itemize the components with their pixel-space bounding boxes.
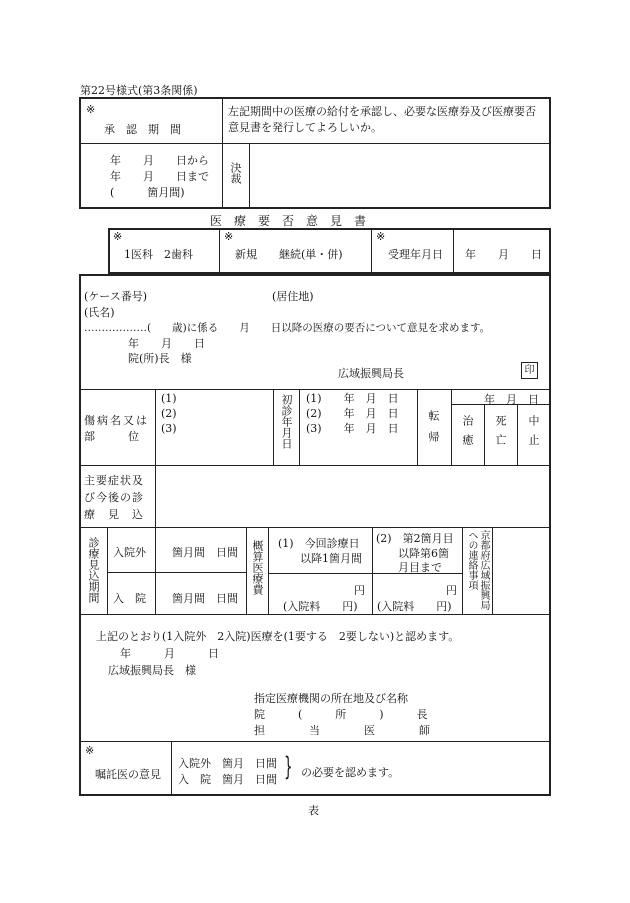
seal-mark: 印 [521, 362, 538, 379]
onset-dates-list [306, 391, 399, 436]
cost2-line1: (2) 第2箇月目 [376, 532, 454, 545]
inpatient-period: 箇月間 日間 [172, 592, 238, 605]
type-col3-divider [453, 229, 454, 273]
inpatient-label: 入 院 [113, 592, 146, 605]
decision-label: 決裁 [229, 162, 242, 184]
approval-divider [80, 143, 550, 144]
medical-type-text: 1医科 2歯科 [124, 248, 193, 261]
period-type-divider [155, 528, 156, 614]
request-date: 年 月 日 [128, 337, 205, 350]
cost1-line1: (1) 今回診療日 [278, 537, 360, 550]
diagnosis-top-line [80, 389, 550, 390]
type-col2-divider [371, 229, 372, 273]
outpatient-label: 入院外 [113, 546, 146, 559]
approval-months: ( 箇月間) [110, 186, 185, 199]
type-col1-divider [219, 229, 220, 273]
page-side-label: 表 [308, 804, 319, 817]
symptoms-label-line3: 療 見 込 [84, 508, 144, 521]
approval-from-date: 年 月 日から [110, 154, 209, 167]
receipt-date-value: 年 月 日 [465, 248, 542, 261]
certification-statement: 上記のとおり(1入院外 2入院)医療を(1要する 2要しない)と認めます。 [96, 630, 460, 643]
case-number-label: (ケース番号) [84, 290, 148, 303]
hospital-director-addressee: 院(所)長 様 [128, 352, 192, 365]
diagnosis-bottom-line [80, 465, 550, 466]
cost2-line2: 以降第6箇 [398, 547, 449, 560]
period-label-divider [107, 528, 108, 614]
bureau-chief-line: 広域振興局長 [338, 367, 404, 380]
opinion-conclusion: の必要を認めます。 [301, 766, 400, 779]
director-line: 院 ( 所 ) 長 [254, 708, 428, 721]
approval-period-label: 承 認 期 間 [104, 123, 181, 136]
outcome-col2-divider [517, 405, 518, 465]
certification-date: 年 月 日 [120, 647, 219, 660]
doctor-line: 担 当 医 師 [254, 724, 430, 737]
type-mark-1: ※ [113, 230, 123, 243]
institution-line: 指定医療機関の所在地及び名称 [254, 692, 408, 705]
diagnosis-item-3: (3) [161, 422, 177, 435]
cost1-inpatient-fee: (入院料 円) [283, 600, 358, 613]
opinion-label: 嘱託医の意見 [95, 768, 161, 781]
cost2-inpatient-fee: (入院料 円) [377, 600, 452, 613]
opinion-inpatient: 入 院 箇月 日間 [178, 773, 277, 786]
onset-date-2: (2) 年 月 日 [306, 407, 399, 420]
outcome-label: 転帰 [427, 410, 440, 452]
approval-mark: ※ [86, 103, 96, 116]
cost-label-divider [268, 528, 269, 614]
diagnosis-label-line1: 傷病名又は [84, 414, 149, 427]
outcome-date: 年 月 日 [484, 393, 539, 406]
onset-date-label: 初診年月日 [280, 394, 293, 449]
cost2-line3: 月目まで [398, 561, 442, 574]
cost-col-divider [372, 528, 373, 614]
approval-to-date: 年 月 日まで [110, 170, 209, 183]
opinion-brace: } [284, 752, 293, 782]
opinion-mark: ※ [85, 744, 95, 757]
cost2-yen: 円 [446, 584, 457, 597]
document-title: 医 療 要 否 意 見 書 [210, 214, 367, 228]
cost-col2-divider [462, 528, 463, 614]
cost-label: 概算医療費 [251, 540, 264, 595]
outcome-col1-divider [484, 405, 485, 465]
cost1-yen: 円 [354, 584, 365, 597]
symptoms-bottom-line [80, 527, 550, 528]
liaison-divider [492, 528, 493, 614]
diagnosis-label-line2: 部 位 [84, 430, 139, 443]
diagnosis-label-divider [155, 390, 156, 465]
diagnosis-items-list [161, 391, 177, 436]
symptoms-label-line2: び今後の診 [84, 491, 144, 504]
form-number-title: 第22号様式(第3条関係) [80, 84, 198, 97]
approval-col-divider [222, 98, 223, 208]
onset-date-1: (1) 年 月 日 [306, 392, 399, 405]
onset-dates-divider [417, 390, 418, 465]
new-continue-text: 新規 継続(単・併) [235, 248, 343, 261]
outcome-stop: 中止 [527, 415, 540, 453]
diagnosis-item-2: (2) [161, 407, 177, 420]
outpatient-period: 箇月間 日間 [172, 546, 238, 559]
opinion-outpatient: 入院外 箇月 日間 [178, 757, 277, 770]
decision-col-divider [249, 144, 250, 208]
name-label: (氏名) [84, 306, 115, 319]
outcome-death: 死亡 [494, 415, 507, 453]
receipt-date-label: 受理年月日 [388, 248, 443, 261]
type-mark-3: ※ [376, 230, 386, 243]
approval-text: 左記期間中の医療の給付を承認し、必要な医療券及び医療要否意見書を発行してよろしいか。 [228, 105, 536, 134]
onset-label-divider [299, 390, 300, 465]
request-sentence: ………………( 歳)に係る 月 日以降の医療の要否について意見を求めます。 [84, 322, 491, 334]
certification-addressee: 広域振興局長 様 [108, 664, 196, 677]
opinion-label-divider [171, 742, 172, 795]
symptoms-label-divider [155, 466, 156, 527]
outcome-label-divider [451, 390, 452, 465]
symptoms-label-line1: 主要症状及 [84, 474, 144, 487]
period-bottom-line [80, 614, 550, 615]
cost1-line2: 以降1箇月間 [300, 552, 362, 565]
onset-date-3: (3) 年 月 日 [306, 422, 399, 435]
period-mid-line [108, 572, 247, 573]
period-label: 診療見込期間 [87, 537, 100, 603]
diagnosis-item-1: (1) [161, 392, 177, 405]
symptoms-label [84, 472, 144, 523]
type-mark-2: ※ [224, 230, 234, 243]
liaison-label: 京都府広域振興局への連絡事項 [466, 530, 489, 610]
period-value-divider [246, 528, 247, 614]
outcome-cure: 治癒 [461, 415, 474, 453]
opinion-top-line [80, 741, 550, 742]
diagnosis-items-divider [273, 390, 274, 465]
residence-label: (居住地) [272, 290, 314, 303]
